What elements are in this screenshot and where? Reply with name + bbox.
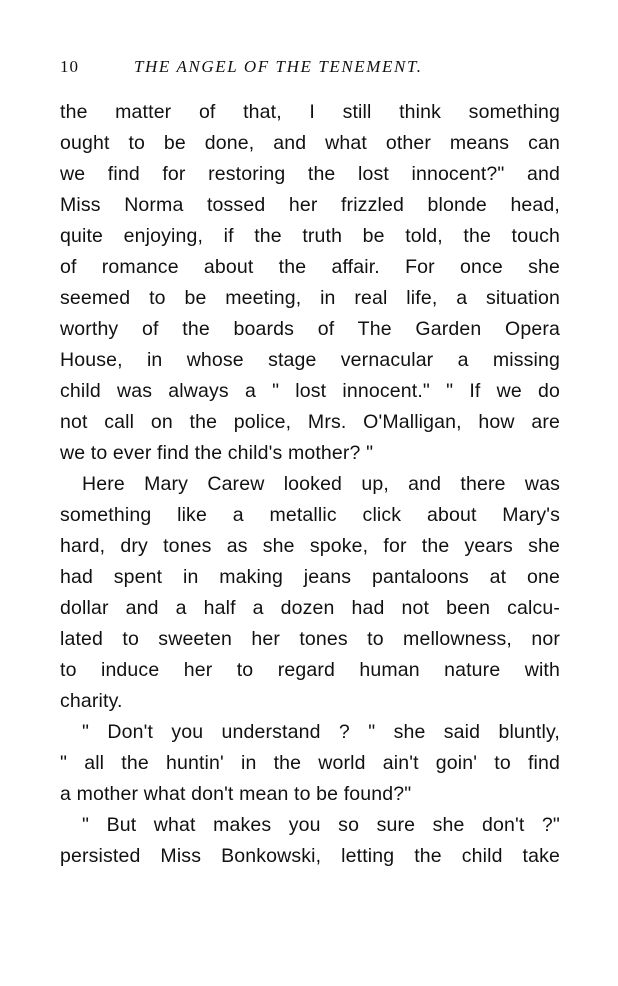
text-line: something like a metallic click about Mary's (60, 504, 560, 526)
text-line: the matter of that, I still think something (60, 101, 560, 123)
text-line: not call on the police, Mrs. O'Malligan, how are (60, 411, 560, 433)
text-line: child was always a " lost innocent." " If we do (60, 380, 560, 402)
text-line: " Don't you understand ? " she said bluntly, (82, 721, 560, 743)
text-line: " all the huntin' in the world ain't goin' to find (60, 752, 560, 774)
text-line: lated to sweeten her tones to mellowness, nor (60, 628, 560, 650)
text-line: hard, dry tones as she spoke, for the years she (60, 535, 560, 557)
body-text (60, 97, 560, 872)
running-head (60, 55, 560, 79)
text-line: Miss Norma tossed her frizzled blonde head, (60, 194, 560, 216)
text-line: a mother what don't mean to be found?" (60, 783, 412, 805)
text-line: " But what makes you so sure she don't ?" (82, 814, 560, 836)
text-line: had spent in making jeans pantaloons at one (60, 566, 560, 588)
text-line: seemed to be meeting, in real life, a situation (60, 287, 560, 309)
text-line: quite enjoying, if the truth be told, the touch (60, 225, 560, 247)
text-line: worthy of the boards of The Garden Opera (60, 318, 560, 340)
text-line: Here Mary Carew looked up, and there was (82, 473, 560, 495)
text-line: House, in whose stage vernacular a missing (60, 349, 560, 371)
text-line: dollar and a half a dozen had not been calcu- (60, 597, 560, 619)
text-line: we to ever find the child's mother? " (60, 442, 374, 464)
page-number: 10 (60, 57, 79, 76)
text-line: to induce her to regard human nature with (60, 659, 560, 681)
text-line: of romance about the affair. For once she (60, 256, 560, 278)
text-line: charity. (60, 690, 123, 712)
text-line: persisted Miss Bonkowski, letting the child take (60, 845, 560, 867)
text-line: ought to be done, and what other means can (60, 132, 560, 154)
text-line: we find for restoring the lost innocent?" and (60, 163, 560, 185)
running-title: THE ANGEL OF THE TENEMENT. (134, 57, 423, 76)
